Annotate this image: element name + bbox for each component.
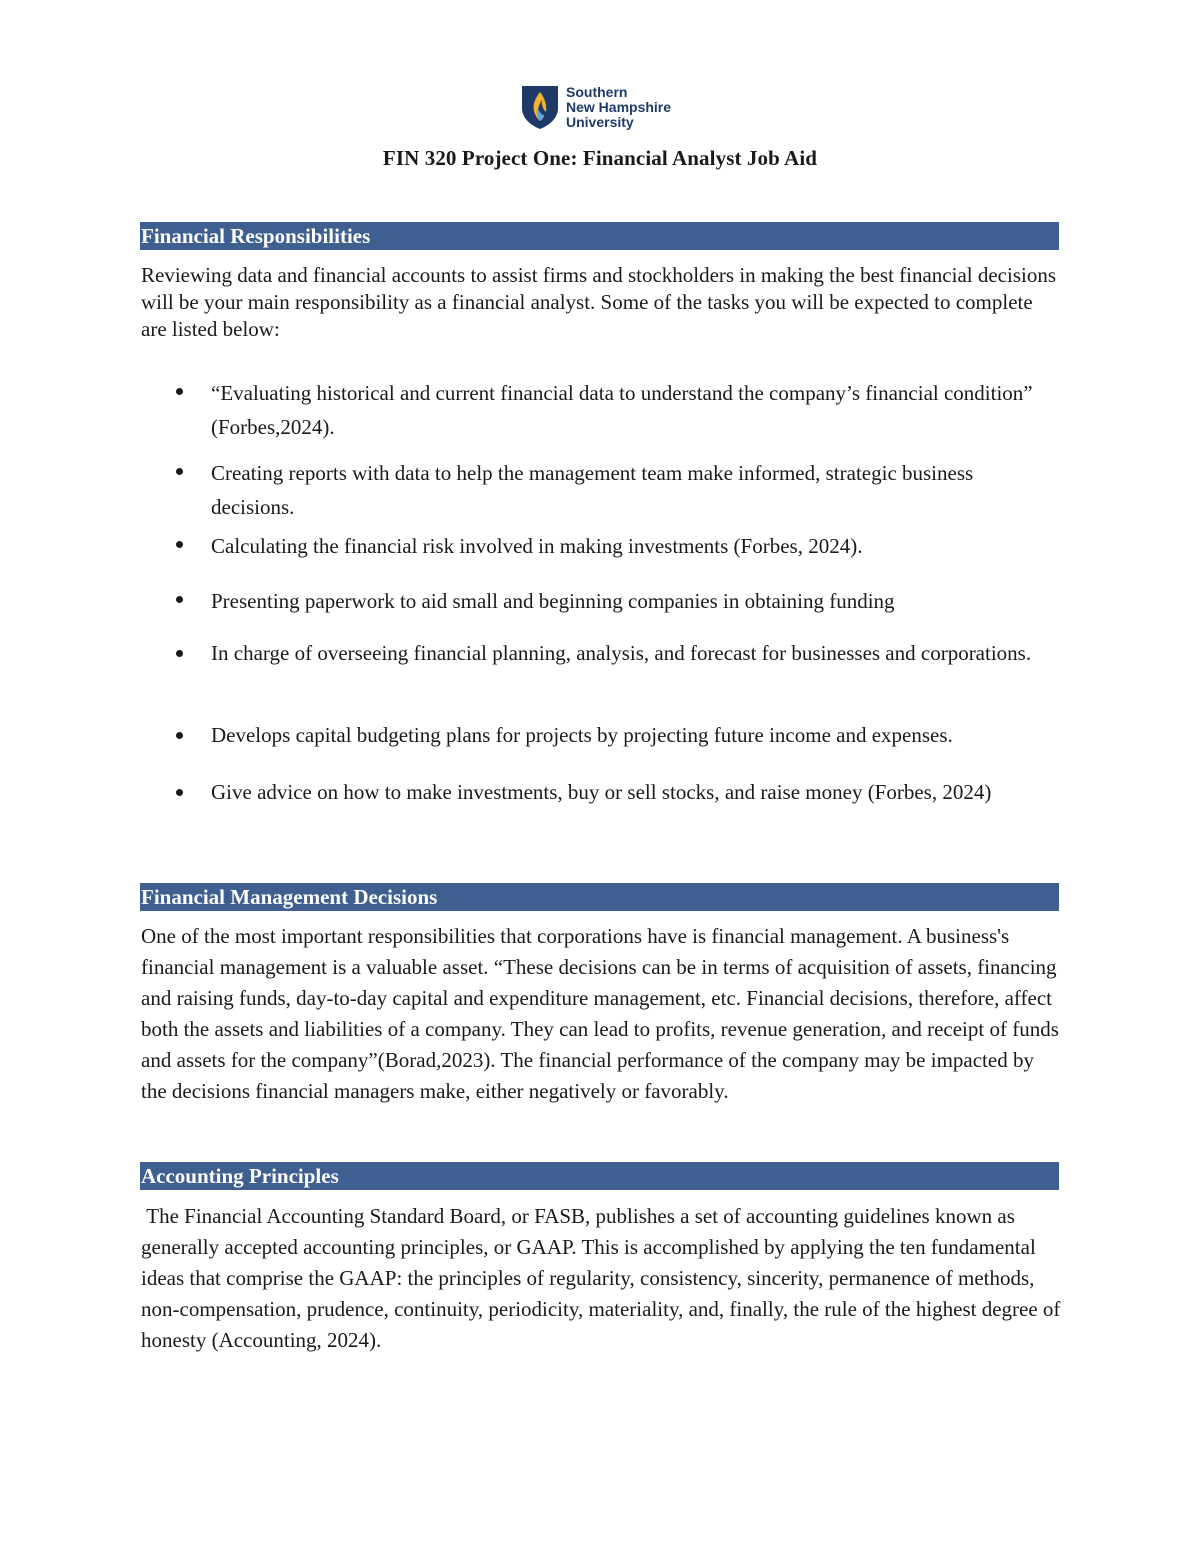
accounting-body: The Financial Accounting Standard Board, or FASB, publishes a set of accounting guidelines known as generally accepted accounting principles, or GAAP. This is accomplished by applying the ten fundamental ideas that comprise the GAAP: the principles of regularity, consistency, sincerity, permanence of methods, non-compensation, prudence, continuity, periodicity, materiality, and, finally, the rule of the highest degree of honesty (Accounting, 2024). bbox=[141, 1204, 1066, 1352]
shield-flame-icon bbox=[520, 84, 560, 130]
bullet-icon bbox=[176, 732, 183, 739]
university-logo bbox=[520, 84, 671, 130]
management-body: One of the most important responsibilities that corporations have is financial management. A business's financial management is a valuable asset. “These decisions can be in terms of acquisition of assets, financing and raising funds, day-to-day capital and expenditure management, etc. Financial decisions, therefore, affect both the assets and liabilities of a company. They can lead to profits, revenue generation, and receipt of funds and assets for the company”(Borad,2023). The financial performance of the company may be impacted by the decisions financial managers make, either negatively or favorably. bbox=[141, 924, 1059, 1103]
bullet-icon bbox=[176, 468, 183, 475]
responsibilities-intro: Reviewing data and financial accounts to assist firms and stockholders in making the best financial decisions will be your main responsibility as a financial analyst. Some of the tasks you will be expected to complete are listed below: bbox=[141, 263, 1057, 341]
bullet-icon bbox=[176, 541, 183, 548]
bullet-icon bbox=[176, 789, 183, 796]
logo-line-1: Southern bbox=[566, 83, 628, 100]
section-heading-accounting: Accounting Principles bbox=[140, 1162, 1059, 1190]
bullet-icon bbox=[176, 650, 183, 657]
bullet-icon bbox=[176, 388, 183, 395]
section-heading-responsibilities: Financial Responsibilities bbox=[140, 222, 1059, 250]
section-heading-management: Financial Management Decisions bbox=[140, 883, 1059, 911]
logo-wordmark bbox=[566, 85, 671, 130]
document-title: FIN 320 Project One: Financial Analyst Job Aid bbox=[382, 146, 818, 170]
document-page: Southern New Hampshire University FIN 320 Project One: Financial Analyst Job Aid Financial Responsibilities Reviewing data and financial accounts to assist firms and stockholders in making the best financial decisions will be your main responsibility as a financial analyst. Some of the tasks you will be expected to complete are listed below: “Evaluating historical and current financial data to understand the company’s financial condition” (Forbes,2024). Creating reports with data to help the management team make informed, strategic business decisions. Calculating the financial risk involved in making investments (Forbes, 2024). Presenting paperwork to aid small and beginning companies in obtaining funding In charge of overseeing financial planning, analysis, and forecast for businesses and corporations. Develops capital budgeting plans for projects by projecting future income and expenses. Give advice on how to make investments, buy or sell stocks, and raise money (Forbes, 2024) Financial Management Decisions One of the most important responsibilities that corporations have is financial management. A business's financial management is a valuable asset. “These decisions can be in terms of acquisition of assets, financing and raising funds, day-to-day capital and expenditure management, etc. Financial decisions, therefore, affect both the assets and liabilities of a company. They can lead to profits, revenue generation, and receipt of funds and assets for the company”(Borad,2023). The financial performance of the company may be impacted by the decisions financial managers make, either negatively or favorably. Accounting Principles The Financial Accounting Standard Board, or FASB, publishes a set of accounting guidelines known as generally accepted accounting principles, or GAAP. This is accomplished by applying the ten fundamental ideas that comprise the GAAP: the principles of regularity, consistency, sincerity, permanence of methods, non-compensation, prudence, continuity, periodicity, materiality, and, finally, the rule of the highest degree of honesty (Accounting, 2024). bbox=[0, 0, 1200, 1553]
bullet-icon bbox=[176, 596, 183, 603]
logo-line-3: University bbox=[566, 113, 634, 130]
logo-line-2: New Hampshire bbox=[566, 98, 672, 115]
